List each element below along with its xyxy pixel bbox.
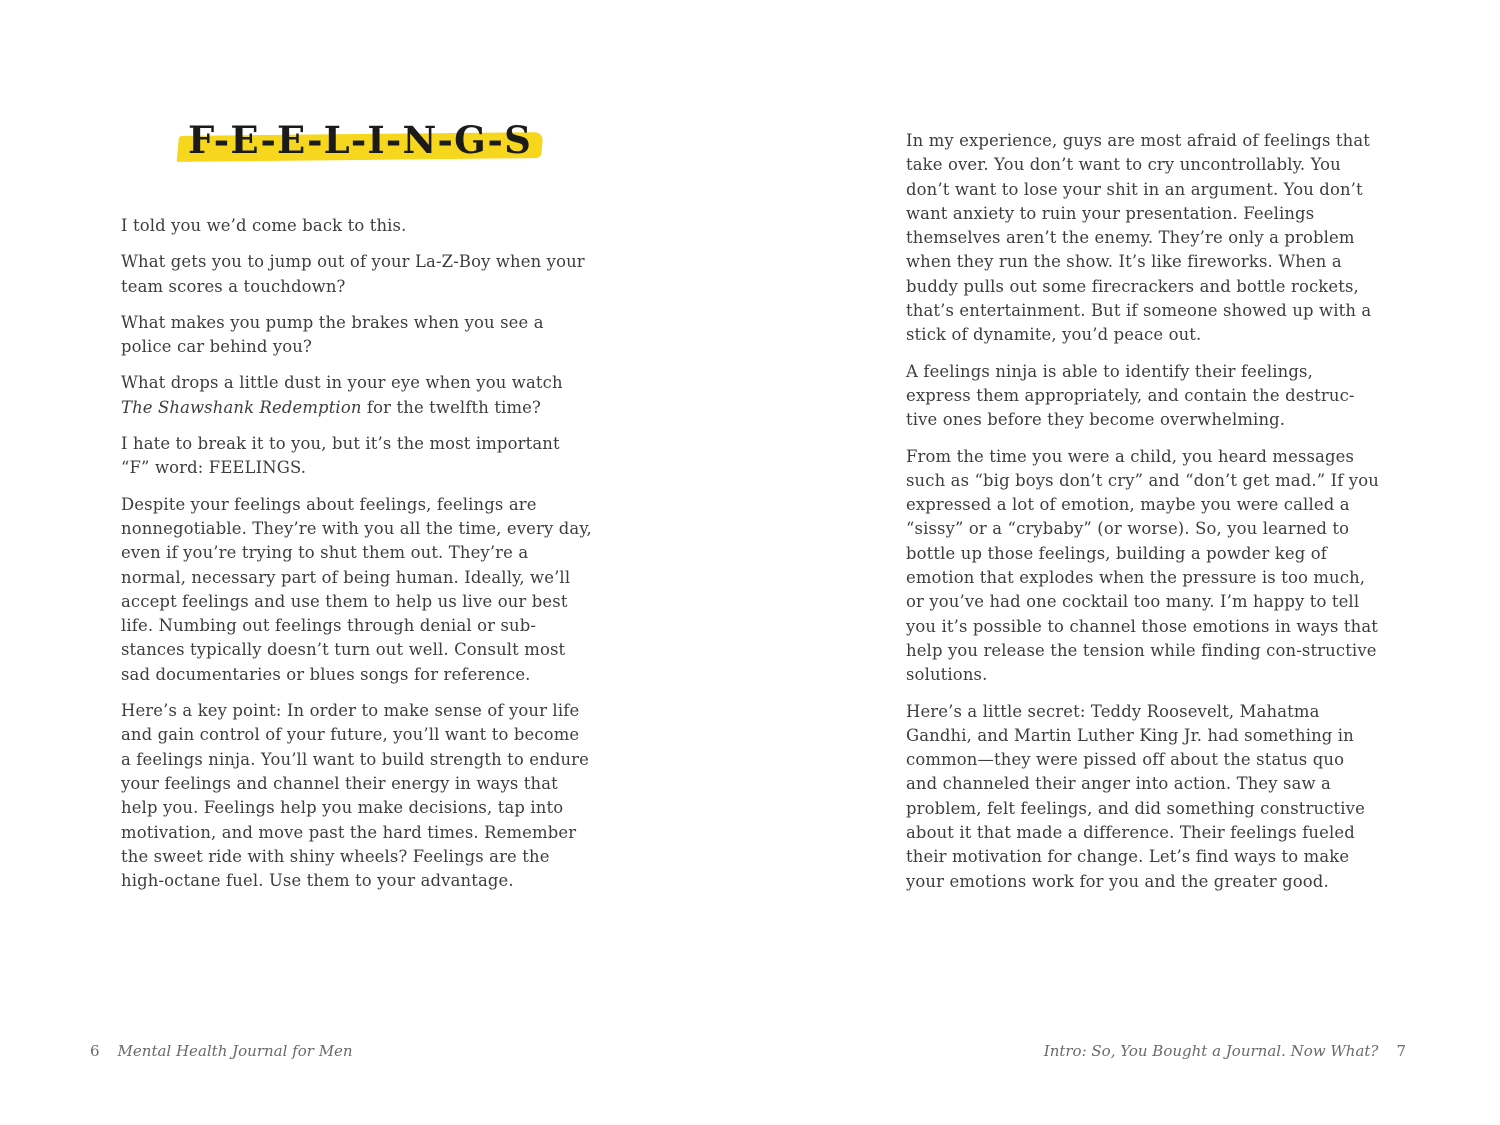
paragraph-tail: for the twelfth time? [366, 397, 541, 417]
paragraph: Despite your feelings about feelings, feelings are nonnegotiable. They’re with you all the time, every day, even if you’re trying to shut them out. They’re a normal, necessary part of being human. Ideally, we’ll accept feelings and use them to help us live our best life. Numbing out feelings through denial or sub-stances typically doesn’t turn out well. Consult most sad documentaries or blues songs for reference. [121, 494, 592, 684]
paragraph: I told you we’d come back to this. [121, 216, 407, 235]
paragraph: A feelings ninja is able to identify their feelings, express them appropriately, and contain the destruc-tive ones before they become overwhelming. [906, 361, 1355, 430]
paragraph-lead: What drops a little dust in your eye when you watch [121, 373, 563, 393]
left-footer [90, 1042, 353, 1060]
paragraph: Here’s a key point: In order to make sense of your life and gain control of your future, you’ll want to become a feelings ninja. You’ll want to build strength to endure your feelings and channel their energy in ways that help you. Feelings help you make decisions, tap into motivation, and move past the hard times. Remember the sweet ride with shiny wheels? Feelings are the high-octane fuel. Use them to your advantage. [121, 701, 589, 891]
paragraph: What makes you pump the brakes when you see a police car behind you? [121, 312, 544, 357]
paragraph: In my experience, guys are most afraid of feelings that take over. You don’t want to cry uncontrollably. You don’t want to lose your shit in an argument. You don’t want anxiety to ruin your presentation. Feelings themselves aren’t the enemy. They’re only a problem when they run the show. It’s like fireworks. When a buddy pulls out some firecrackers and bottle rockets, that’s entertainment. But if someone showed up with a stick of dynamite, you’d peace out. [906, 131, 1372, 345]
right-body-text [906, 129, 1380, 906]
running-head: Intro: So, You Bought a Journal. Now What? [1043, 1042, 1379, 1060]
paragraph: Here’s a little secret: Teddy Roosevelt, Mahatma Gandhi, and Martin Luther King Jr. had something in common—they were pissed off about the status quo and channeled their anger into action. They saw a problem, felt feelings, and did something constructive about it that made a difference. Their feelings fueled their motivation for change. Let’s find ways to make your emotions work for you and the greater good. [906, 701, 1365, 891]
paragraph: What gets you to jump out of your La-Z-Boy when your team scores a touchdown? [121, 252, 585, 296]
page-heading: F-E-E-L-I-N-G-S [188, 118, 533, 162]
page-number: 6 [90, 1042, 100, 1060]
paragraph-with-film-title [121, 371, 593, 420]
left-body-text [121, 214, 593, 905]
paragraph: I hate to break it to you, but it’s the most important “F” word: FEELINGS. [121, 434, 560, 478]
heading-block [176, 110, 548, 174]
running-head: Mental Health Journal for Men [117, 1042, 353, 1060]
right-page [750, 0, 1500, 1125]
page-number: 7 [1396, 1042, 1406, 1060]
paragraph: From the time you were a child, you heard messages such as “big boys don’t cry” and “don’t get mad.” If you expressed a lot of emotion, maybe you were called a “sissy” or a “crybaby” (or worse). So, you learned to bottle up those feelings, building a powder keg of emotion that explodes when the pressure is too much, or you’ve had one cocktail too many. I’m happy to tell you it’s possible to channel those emotions in ways that help you release the tension while finding con-structive solutions. [906, 446, 1379, 685]
right-footer [1044, 1042, 1406, 1060]
film-title: The Shawshank Redemption [121, 397, 362, 417]
